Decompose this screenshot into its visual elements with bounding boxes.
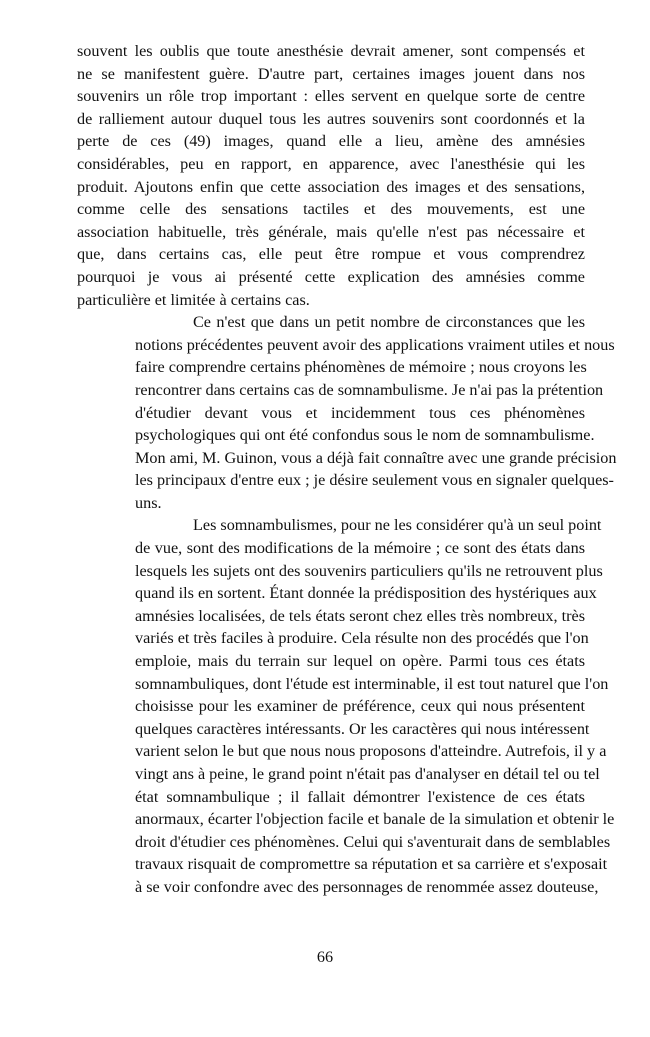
text-line: lesquels les sujets ont des souvenirs particuliers qu'ils ne retrouvent plus: [135, 561, 603, 580]
text-line: de vue, sont des modifications de la mémoire ; ce sont des états dans: [135, 539, 585, 558]
text-line: pourquoi je vous ai présenté cette explication des amnésies comme: [77, 267, 585, 286]
text-line: perte de ces (49) images, quand elle a lieu, amène des amnésies: [77, 132, 585, 151]
paragraph-1: [77, 40, 585, 311]
text-line: notions précédentes peuvent avoir des applications vraiment utiles et nous: [135, 335, 615, 354]
text-line: d'étudier devant vous et incidemment tous ces phénomènes: [135, 403, 585, 422]
text-line: considérables, peu en rapport, en apparence, avec l'anesthésie qui les: [77, 154, 585, 173]
text-line: état somnambulique ; il fallait démontrer l'existence de ces états: [135, 787, 585, 806]
text-line: souvenirs un rôle trop important : elles servent en quelque sorte de centre: [77, 87, 585, 106]
text-line: association habituelle, très générale, mais qu'elle n'est pas nécessaire et: [77, 222, 585, 241]
text-line: vingt ans à peine, le grand point n'était pas d'analyser en détail tel ou tel: [135, 765, 600, 783]
text-line: droit d'étudier ces phénomènes. Celui qui s'aventurait dans de semblables: [135, 832, 611, 851]
text-line: somnambuliques, dont l'étude est interminable, il est tout naturel que l'on: [135, 674, 609, 693]
text-line: quelques caractères intéressants. Or les caractères qui nous intéressent: [135, 719, 590, 738]
text-line: varient selon le but que nous nous proposons d'atteindre. Autrefois, il y a: [135, 742, 607, 761]
text-line: particulière et limitée à certains cas.: [77, 290, 310, 309]
text-line: amnésies localisées, de tels états seront chez elles très nombreux, très: [135, 606, 585, 625]
text-line: ne se manifestent guère. D'autre part, certaines images jouent dans nos: [77, 64, 585, 83]
page-number: 66: [316, 948, 334, 966]
text-line: à se voir confondre avec des personnages de renommée assez douteuse,: [135, 877, 599, 896]
text-line: choisisse pour les examiner de préférence, ceux qui nous présentent: [135, 697, 585, 716]
text-line: que, dans certains cas, elle peut être rompue et vous comprendrez: [77, 245, 585, 264]
text-line: variés et très faciles à produire. Cela résulte non des procédés que l'on: [135, 629, 589, 648]
text-line: Les somnambulismes, pour ne les considérer qu'à un seul point: [193, 516, 602, 535]
text-line: rencontrer dans certains cas de somnambulisme. Je n'ai pas la prétention: [135, 380, 604, 399]
text-line: emploie, mais du terrain sur lequel on opère. Parmi tous ces états: [135, 652, 585, 671]
text-line: quand ils en sortent. Étant donnée la prédisposition des hystériques aux: [135, 584, 597, 603]
paragraph-3: [77, 514, 615, 898]
text-line: produit. Ajoutons enfin que cette association des images et des sensations,: [77, 177, 585, 196]
text-line: souvent les oublis que toute anesthésie devrait amener, sont compensés et: [77, 42, 585, 60]
text-line: Ce n'est que dans un petit nombre de circonstances que les: [193, 313, 585, 332]
page-body: [77, 40, 617, 899]
text-line: faire comprendre certains phénomènes de mémoire ; nous croyons les: [135, 358, 587, 377]
text-line: travaux risquait de compromettre sa réputation et sa carrière et s'exposait: [135, 855, 608, 874]
text-line: uns.: [135, 493, 162, 512]
text-line: comme celle des sensations tactiles et des mouvements, est une: [77, 200, 585, 219]
text-line: les principaux d'entre eux ; je désire seulement vous en signaler quelques-: [135, 471, 614, 490]
text-line: psychologiques qui ont été confondus sous le nom de somnambulisme.: [135, 426, 595, 445]
text-line: Mon ami, M. Guinon, vous a déjà fait connaître avec une grande précision: [135, 448, 617, 467]
text-line: de ralliement autour duquel tous les autres souvenirs sont coordonnés et la: [77, 109, 585, 128]
text-line: anormaux, écarter l'objection facile et banale de la simulation et obtenir le: [135, 810, 615, 829]
paragraph-2: [77, 311, 617, 514]
